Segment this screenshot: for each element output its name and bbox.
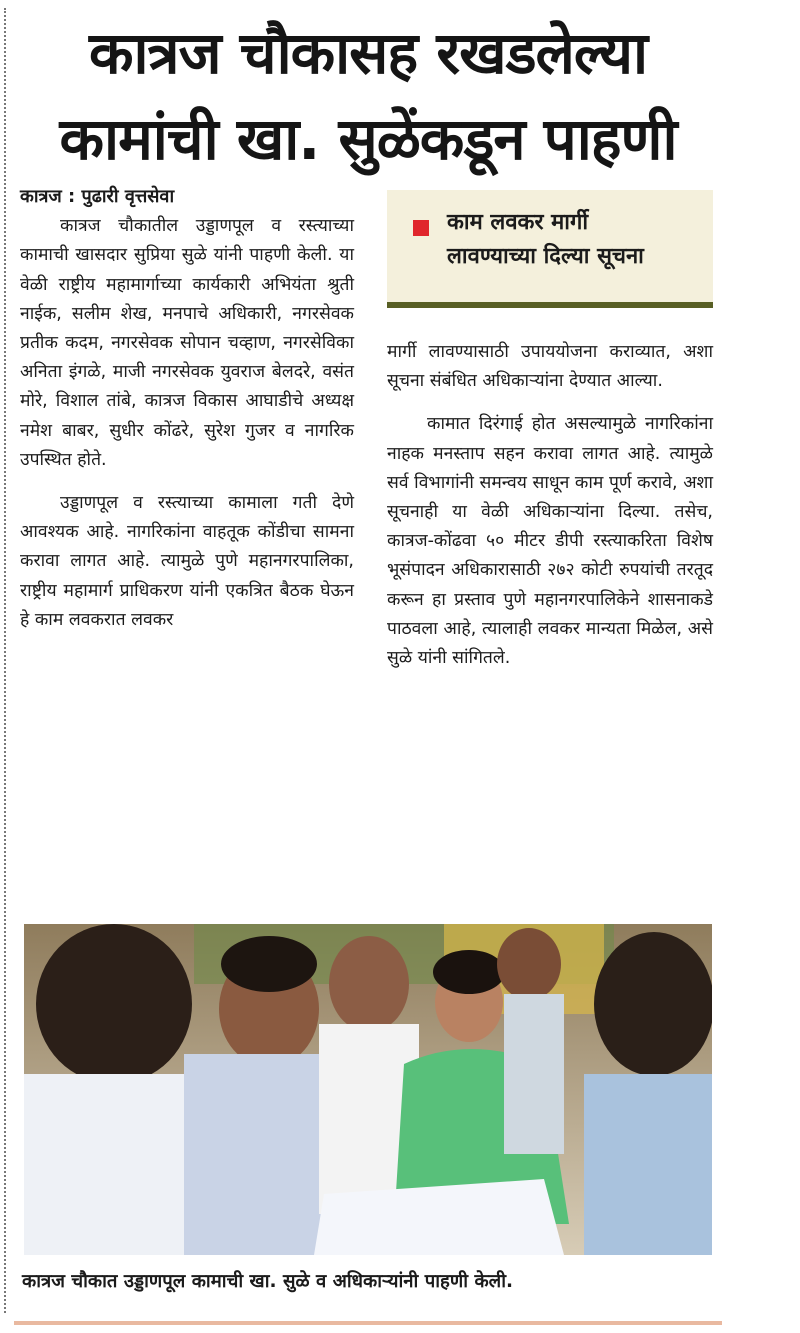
paragraph: कात्रज चौकातील उड्डाणपूल व रस्त्याच्या कामाची खासदार सुप्रिया सुळे यांनी पाहणी केली. या वेळी राष्ट्रीय महामार्गाच्या कार्यकारी अभियंता श्रुती नाईक, सलीम शेख, मनपाचे अधिकारी, नगरसेवक प्रतीक कदम, नगरसेवक सोपान चव्हाण, नगरसेविका अनिता इंगळे, माजी नगरसेवक युवराज बेलदरे, वसंत मोरे, विशाल तांबे, कात्रज विकास आघाडीचे अध्यक्ष नमेश बाबर, सुधीर कोंढरे, सुरेश गुजर व नागरिक उपस्थित होते.	[20, 216, 354, 470]
headline-line-1: कात्रज चौकासह रखडलेल्या	[88, 19, 648, 87]
photo-caption: कात्रज चौकात उड्डाणपूल कामाची खा. सुळे व अधिकाऱ्यांनी पाहणी केली.	[22, 1271, 514, 1292]
highlight-box	[387, 190, 713, 308]
paragraph: कामात दिरंगाई होत असल्यामुळे नागरिकांना नाहक मनस्ताप सहन करावा लागत आहे. त्यामुळे सर्व विभागांनी समन्वय साधून काम पूर्ण करावे, अशा सूचनाही या वेळी अधिकाऱ्यांना दिल्या. तसेच, कात्रज-कोंढवा ५० मीटर डीपी रस्त्याकरिता विशेष भूसंपादन अधिकारासाठी २७२ कोटी रुपयांची तरतूद करून हा प्रस्ताव पुणे महानगरपालिकेने शासनाकडे पाठवला आहे, त्यालाही लवकर मान्यता मिळेल, असे सुळे यांनी सांगितले.	[387, 414, 713, 669]
headline-line-2: कामांची खा. सुळेंकडून पाहणी	[59, 105, 677, 173]
highlight-line-2: लावण्याच्या दिल्या सूचना	[447, 244, 644, 269]
article-left-column	[20, 182, 354, 649]
paragraph: उड्डाणपूल व रस्त्याच्या कामाला गती देणे आवश्यक आहे. नागरिकांना वाहतूक कोंडीचा सामना करावा लागत आहे. त्यामुळे पुणे महानगरपालिका, राष्ट्रीय महामार्ग प्राधिकरण यांनी एकत्रित बैठक घेऊन हे काम लवकरात लवकर	[20, 493, 354, 630]
news-photo	[24, 924, 712, 1255]
highlight-line-1: काम लवकर मार्गी	[447, 210, 589, 235]
red-square-icon	[413, 220, 429, 236]
headline	[18, 10, 718, 182]
page-border-dotted	[4, 8, 6, 1313]
dateline: कात्रज : पुढारी वृत्तसेवा	[20, 186, 175, 207]
highlight-text	[447, 206, 707, 274]
bottom-rule	[14, 1321, 722, 1325]
article-right-column	[387, 338, 713, 687]
photo-illustration	[24, 924, 712, 1255]
paragraph: मार्गी लावण्यासाठी उपाययोजना कराव्यात, अशा सूचना संबंधित अधिकाऱ्यांना देण्यात आल्या.	[387, 342, 713, 392]
